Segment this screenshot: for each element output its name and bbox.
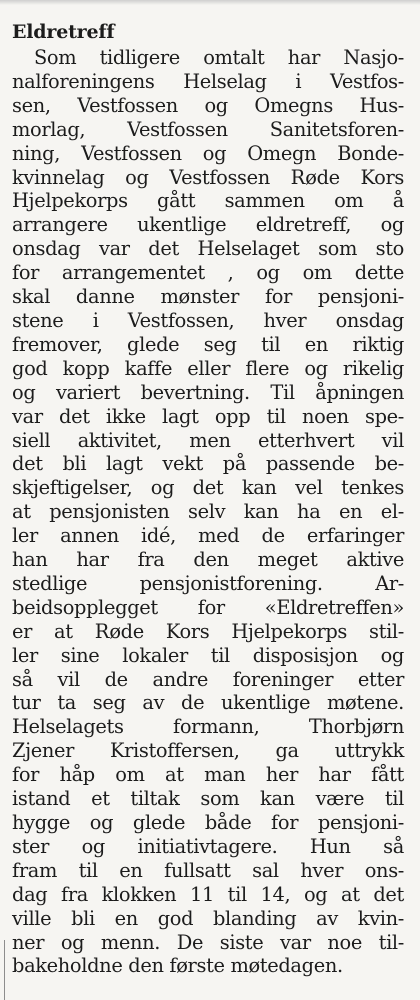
article-line: skjeftigelser, og det kan vel tenkes — [12, 476, 404, 500]
article-line: og variert bevertning. Til åpningen — [12, 380, 404, 404]
article-line: hygge og glede både for pensjoni- — [12, 811, 404, 834]
article-line: ster og initiativtagere. Hun så — [12, 834, 404, 858]
article-line: var det ikke lagt opp til noen spe- — [12, 404, 404, 428]
article-line: onsdag var det Helselaget som sto — [12, 237, 404, 261]
article-line: ning, Vestfossen og Omegn Bonde- — [12, 141, 404, 165]
column-rule — [4, 940, 5, 1000]
article-heading: Eldretreff — [12, 21, 115, 43]
article-line: siell aktivitet, men etterhvert vil — [12, 428, 404, 452]
article-line: stene i Vestfossen, hver onsdag — [12, 308, 404, 332]
article-line: han har fra den meget aktive — [12, 548, 404, 572]
article-line: sen, Vestfossen og Omegns Hus- — [12, 93, 404, 117]
article-line: nalforeningens Helselag i Vestfos- — [12, 69, 404, 93]
article-line: ner og menn. De siste var noe til- — [12, 930, 404, 954]
article-line: kvinnelag og Vestfossen Røde Kors — [12, 165, 404, 189]
article-line: for håp om at man her har fått — [12, 763, 404, 787]
article-line: stedlige pensjonistforening. Ar- — [12, 571, 404, 595]
article-line: ler sine lokaler til disposisjon og — [12, 643, 404, 667]
article-line: ville bli en god blanding av kvin- — [12, 906, 404, 930]
article-line: at pensjonisten selv kan ha en el- — [12, 500, 404, 524]
article-line: bakeholdne den første møtedagen. — [12, 954, 343, 978]
article-line: det bli lagt vekt på passende be- — [12, 452, 404, 476]
article-line: skal danne mønster for pensjoni- — [12, 285, 404, 309]
article-line: god kopp kaffe eller flere og rikelig — [12, 356, 404, 380]
article-line: arrangere ukentlige eldretreff, og — [12, 213, 404, 237]
article-line: Hjelpekorps gått sammen om å — [12, 189, 404, 213]
article-line: tur ta seg av de ukentlige møtene. — [12, 691, 404, 715]
article-line: morlag, Vestfossen Sanitetsforen- — [12, 117, 404, 141]
clipping-top-edge — [0, 0, 420, 5]
article-line: Zjener Kristoffersen, ga uttrykk — [12, 739, 404, 763]
article-line: fremover, glede seg til en riktig — [12, 332, 404, 356]
article-line: Helselagets formann, Thorbjørn — [12, 715, 404, 739]
article-line: så vil de andre foreninger etter — [12, 667, 404, 691]
article-line: fram til en fullsatt sal hver ons- — [12, 858, 404, 882]
article-body — [12, 46, 408, 978]
article-line: for arrangementet , og om dette — [12, 261, 404, 285]
article-line: Som tidligere omtalt har Nasjo- — [34, 46, 404, 69]
article-line: beidsopplegget for «Eldretreffen» — [12, 595, 404, 619]
article-line: dag fra klokken 11 til 14, og at det — [12, 882, 404, 906]
article-line: ler annen idé, med de erfaringer — [12, 524, 404, 548]
article-line: er at Røde Kors Hjelpekorps stil- — [12, 619, 404, 643]
article-line: istand et tiltak som kan være til — [12, 787, 404, 811]
